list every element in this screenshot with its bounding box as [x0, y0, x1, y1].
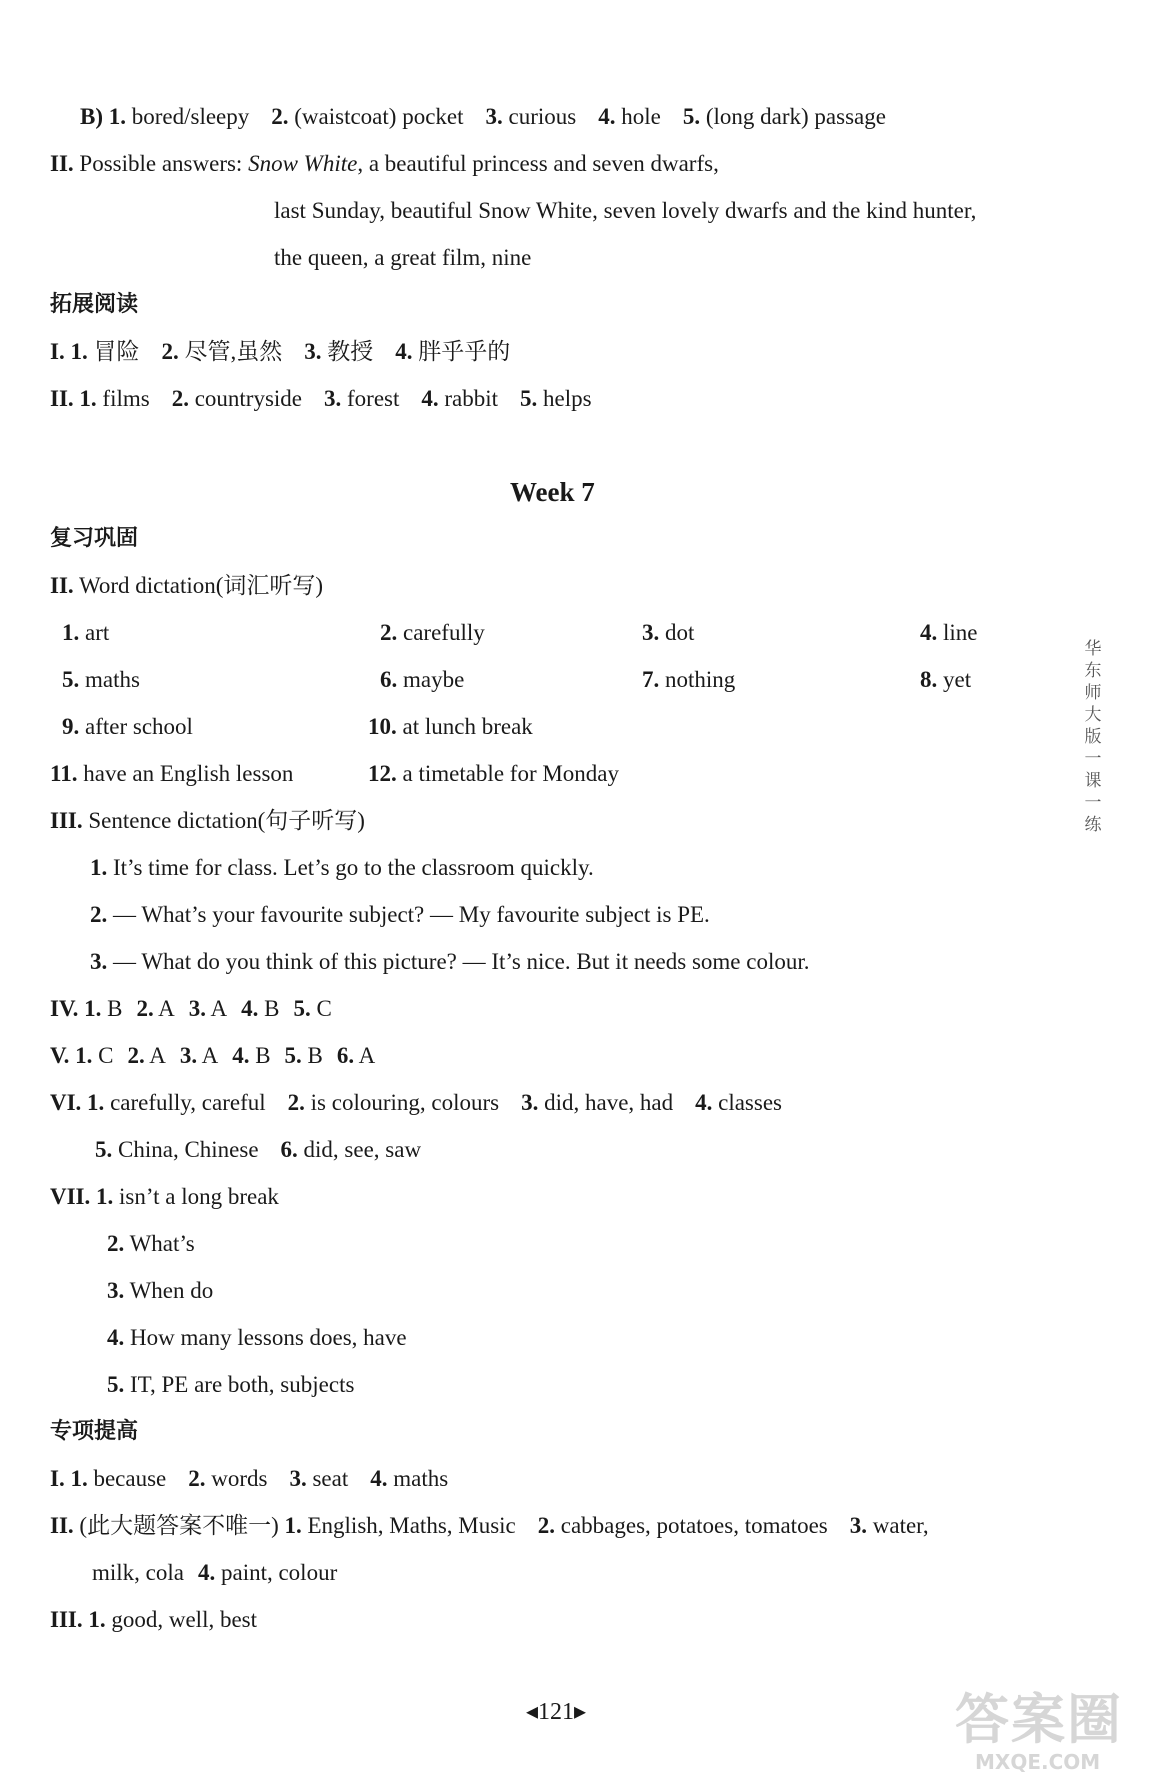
side-char: 一	[1084, 793, 1102, 813]
side-char: 大	[1084, 705, 1102, 725]
item-number: 2.	[380, 620, 398, 645]
item-number: 2.	[271, 104, 289, 129]
answer-text: 尽管,虽然	[178, 339, 283, 364]
item-number: 4.	[370, 1466, 388, 1491]
answer-text: 专项提高	[50, 1419, 139, 1444]
item-number: 3.	[304, 339, 322, 364]
answer-text: A	[197, 1043, 219, 1068]
answer-text: (waistcoat) pocket	[288, 104, 464, 129]
answer-text: at lunch break	[396, 714, 533, 739]
answer-line	[62, 618, 109, 648]
answer-line	[50, 759, 293, 789]
side-book-title	[1078, 638, 1108, 836]
answer-line	[50, 994, 332, 1024]
item-number: II.	[50, 573, 74, 598]
answer-line	[274, 196, 976, 226]
answer-line	[50, 1041, 375, 1071]
answer-text: yet	[937, 667, 972, 692]
section-heading	[50, 524, 138, 554]
answer-line	[107, 1323, 407, 1353]
answer-text: Week 7	[510, 477, 595, 507]
item-number: 4.	[395, 339, 413, 364]
answer-text: did, have, had	[538, 1090, 674, 1115]
answer-text: IT, PE are both, subjects	[124, 1372, 355, 1397]
answer-text: Possible answers:	[73, 151, 249, 176]
answer-text: nothing	[659, 667, 736, 692]
item-number: 5.	[682, 104, 701, 129]
answer-line	[50, 337, 510, 367]
answer-line	[50, 384, 592, 414]
item-number: 1.	[62, 620, 80, 645]
answer-text: 拓展阅读	[50, 292, 139, 317]
answer-line	[90, 853, 594, 883]
answer-line	[62, 712, 193, 742]
item-number: 3.	[324, 386, 342, 411]
section-heading	[50, 1417, 138, 1447]
item-number: B) 1.	[80, 104, 126, 129]
answer-text: What’s	[124, 1231, 195, 1256]
answer-text: Word dictation(词汇听写)	[73, 573, 324, 598]
answer-text: helps	[537, 386, 592, 411]
answer-text: — What’s your favourite subject? — My favourite subject is PE.	[107, 902, 710, 927]
answer-text: line	[937, 620, 978, 645]
item-number: 2.	[136, 996, 154, 1021]
item-number: VII. 1.	[50, 1184, 114, 1209]
answer-line	[274, 243, 531, 273]
side-char: 版	[1084, 727, 1102, 747]
answer-text: Snow White	[248, 151, 358, 176]
item-number: 3.	[485, 104, 503, 129]
answer-text: (此大题答案不唯一)	[73, 1513, 285, 1538]
answer-text: dot	[659, 620, 695, 645]
item-number: 1.	[90, 855, 108, 880]
side-char: 一	[1084, 749, 1102, 769]
section-heading	[50, 290, 138, 320]
answer-line	[107, 1370, 354, 1400]
answer-text: carefully	[397, 620, 485, 645]
answer-text: maths	[387, 1466, 449, 1491]
answer-line	[642, 665, 735, 695]
answer-text: art	[79, 620, 110, 645]
answer-line	[50, 1182, 279, 1212]
answer-text: maths	[79, 667, 140, 692]
answer-text: because	[87, 1466, 167, 1491]
item-number: 2.	[287, 1090, 305, 1115]
item-number: 2.	[171, 386, 189, 411]
item-number: V. 1.	[50, 1043, 93, 1068]
answer-line	[50, 1511, 929, 1541]
answer-line	[380, 618, 485, 648]
answer-text: , a beautiful princess and seven dwarfs,	[357, 151, 719, 176]
answer-text: milk, cola	[92, 1560, 184, 1585]
item-number: 4.	[920, 620, 938, 645]
item-number: 3.	[521, 1090, 539, 1115]
item-number: 3.	[642, 620, 660, 645]
answer-text: forest	[341, 386, 400, 411]
answer-text: hole	[615, 104, 661, 129]
item-number: I. 1.	[50, 339, 88, 364]
item-number: II.	[50, 151, 74, 176]
answer-line	[95, 1135, 421, 1165]
watermark-logo-text: 答案圈	[955, 1688, 1123, 1751]
answer-text: B	[249, 1043, 271, 1068]
answer-text: English, Maths, Music	[301, 1513, 516, 1538]
page-number: ◂121▸	[526, 1699, 587, 1725]
item-number: 8.	[920, 667, 938, 692]
item-number: VI. 1.	[50, 1090, 105, 1115]
answer-text: have an English lesson	[77, 761, 294, 786]
answer-line	[107, 1229, 195, 1259]
item-number: 6.	[380, 667, 398, 692]
answer-text: 胖乎乎的	[412, 339, 511, 364]
week-title	[510, 477, 595, 507]
answer-line	[920, 618, 978, 648]
answer-text: last Sunday, beautiful Snow White, seven lovely dwarfs and the kind hunter,	[274, 198, 977, 223]
answer-text: When do	[124, 1278, 214, 1303]
item-number: 12.	[368, 761, 397, 786]
item-number: 4.	[241, 996, 259, 1021]
item-number: I. 1.	[50, 1466, 88, 1491]
answer-text: 冒险	[87, 339, 140, 364]
answer-text: China, Chinese	[112, 1137, 259, 1162]
answer-line	[50, 1605, 257, 1635]
item-number: 3.	[179, 1043, 198, 1068]
answer-text: good, well, best	[105, 1607, 258, 1632]
item-number: IV. 1.	[50, 996, 102, 1021]
answer-text: B	[301, 1043, 323, 1068]
item-number: 5.	[293, 996, 311, 1021]
item-number: 5.	[284, 1043, 302, 1068]
item-number: II.	[50, 1513, 74, 1538]
item-number: 5.	[95, 1137, 113, 1162]
answer-text: maybe	[397, 667, 465, 692]
answer-line	[642, 618, 694, 648]
side-char: 华	[1084, 639, 1102, 659]
answer-text: seat	[306, 1466, 349, 1491]
answer-line	[368, 759, 619, 789]
answer-text: rabbit	[438, 386, 499, 411]
answer-text: cabbages, potatoes, tomatoes	[555, 1513, 828, 1538]
item-number: 5.	[62, 667, 80, 692]
item-number: II. 1.	[50, 386, 97, 411]
answer-text: isn’t a long break	[113, 1184, 279, 1209]
side-char: 东	[1084, 661, 1102, 681]
item-number: 3.	[107, 1278, 125, 1303]
watermark-logo	[955, 1690, 1155, 1785]
answer-text: water,	[867, 1513, 929, 1538]
answer-text: B	[101, 996, 123, 1021]
answer-text: A	[153, 996, 175, 1021]
item-number: 2.	[107, 1231, 125, 1256]
item-number: 11.	[50, 761, 78, 786]
answer-line	[92, 1558, 337, 1588]
item-number: 4.	[232, 1043, 250, 1068]
answer-line	[380, 665, 464, 695]
item-number: III.	[50, 808, 83, 833]
answer-text: a timetable for Monday	[396, 761, 620, 786]
watermark-site: MXQE.COM	[975, 1750, 1101, 1774]
item-number: III. 1.	[50, 1607, 106, 1632]
item-number: 1.	[284, 1513, 302, 1538]
answer-text: films	[96, 386, 150, 411]
item-number: 3.	[90, 949, 108, 974]
side-char: 师	[1084, 683, 1102, 703]
answer-text: the queen, a great film, nine	[274, 245, 532, 270]
item-number: 6.	[336, 1043, 355, 1068]
answer-text: classes	[712, 1090, 782, 1115]
item-number: 2.	[188, 1466, 206, 1491]
item-number: 6.	[280, 1137, 298, 1162]
answer-text: A	[354, 1043, 376, 1068]
answer-line	[368, 712, 533, 742]
side-char: 练	[1084, 815, 1102, 835]
answer-text: A	[206, 996, 228, 1021]
answer-text: did, see, saw	[297, 1137, 422, 1162]
answer-text: carefully, careful	[104, 1090, 266, 1115]
answer-text: — What do you think of this picture? — It’s nice. But it needs some colour.	[107, 949, 810, 974]
answer-text: bored/sleepy	[126, 104, 250, 129]
item-number: 5.	[107, 1372, 125, 1397]
answer-text: 教授	[321, 339, 374, 364]
answer-line	[80, 102, 886, 132]
item-number: 3.	[188, 996, 207, 1021]
answer-line	[50, 1088, 782, 1118]
answer-line	[62, 665, 140, 695]
item-number: 5.	[520, 386, 538, 411]
item-number: 2.	[161, 339, 179, 364]
answer-text: Sentence dictation(句子听写)	[82, 808, 365, 833]
item-number: 10.	[368, 714, 397, 739]
answer-text: How many lessons does, have	[124, 1325, 407, 1350]
answer-text: C	[92, 1043, 114, 1068]
answer-text: is colouring, colours	[304, 1090, 500, 1115]
item-number: 3.	[849, 1513, 867, 1538]
item-number: 7.	[642, 667, 660, 692]
answer-text: after school	[79, 714, 193, 739]
answer-text: curious	[502, 104, 577, 129]
item-number: 2.	[127, 1043, 145, 1068]
answer-text: 复习巩固	[50, 526, 139, 551]
answer-text: paint, colour	[215, 1560, 338, 1585]
answer-text: It’s time for class. Let’s go to the classroom quickly.	[107, 855, 594, 880]
answer-line	[90, 947, 810, 977]
answer-line	[920, 665, 971, 695]
answer-text: A	[144, 1043, 166, 1068]
answer-text: B	[258, 996, 280, 1021]
item-number: 4.	[197, 1560, 216, 1585]
answer-text: countryside	[188, 386, 302, 411]
answer-line	[50, 571, 323, 601]
answer-text: words	[205, 1466, 268, 1491]
item-number: 4.	[107, 1325, 125, 1350]
answer-line	[50, 149, 719, 179]
item-number: 4.	[695, 1090, 713, 1115]
item-number: 4.	[598, 104, 616, 129]
item-number: 4.	[421, 386, 439, 411]
side-char: 课	[1084, 771, 1102, 791]
answer-text: (long dark) passage	[700, 104, 886, 129]
answer-line	[50, 806, 365, 836]
item-number: 3.	[289, 1466, 307, 1491]
answer-line	[90, 900, 710, 930]
answer-line	[107, 1276, 213, 1306]
item-number: 2.	[537, 1513, 556, 1538]
item-number: 9.	[62, 714, 80, 739]
answer-line	[50, 1464, 448, 1494]
answer-text: C	[310, 996, 332, 1021]
item-number: 2.	[90, 902, 108, 927]
